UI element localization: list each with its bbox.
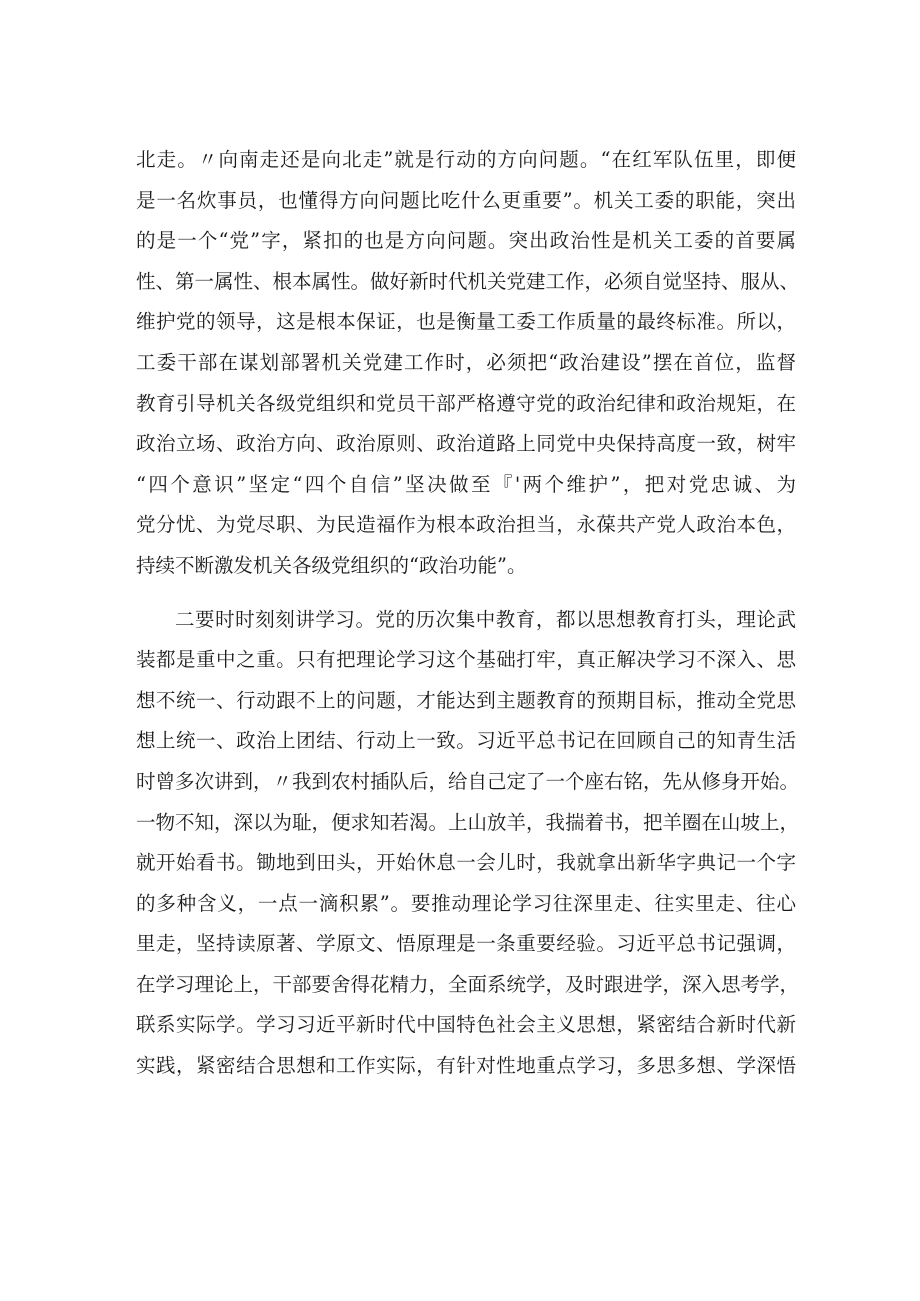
text-line: 的多种含义，一点一滴积累”。要推动理论学习往深里走、往实里走、往心 — [136, 891, 796, 915]
text-line: 党分忧、为党尽职、为民造福作为根本政治担当，永葆共产党人政治本色， — [136, 513, 796, 537]
text-line: 二要时时刻刻讲学习。党的历次集中教育，都以思想教育打头，理论武 — [175, 607, 796, 631]
document-body — [136, 140, 800, 1087]
text-line: 在学习理论上，干部要舍得花精力，全面系统学，及时跟进学，深入思考学， — [136, 972, 800, 996]
text-line: 时曾多次讲到，〃我到农村插队后，给自己定了一个座右铭，先从修身开始。 — [136, 769, 800, 793]
text-line: “四个意识”坚定“四个自信”坚决做至『'两个维护”，把对党忠诚、为 — [136, 472, 796, 496]
text-line: 联系实际学。学习习近平新时代中国特色社会主义思想，紧密结合新时代新 — [136, 1013, 796, 1037]
text-line: 持续不断激发机关各级党组织的“政治功能”。 — [136, 553, 527, 577]
text-line: 工委干部在谋划部署机关党建工作时，必须把“政治建设”摆在首位，监督 — [136, 350, 796, 374]
paragraph-1 — [136, 140, 800, 587]
text-line: 的是一个“党”字，紧扣的也是方向问题。突出政治性是机关工委的首要属 — [136, 229, 796, 253]
text-line: 就开始看书。锄地到田头，开始休息一会儿时，我就拿出新华字典记一个字 — [136, 851, 796, 875]
paragraph-spacer — [136, 587, 796, 600]
text-line: 教育引导机关各级党组织和党员干部严格遵守党的政治纪律和政治规矩，在 — [136, 391, 796, 415]
text-line: 装都是重中之重。只有把理论学习这个基础打牢，真正解决学习不深入、思 — [136, 648, 796, 672]
text-line: 政治立场、政治方向、政治原则、政治道路上同党中央保持高度一致，树牢 — [136, 432, 796, 456]
text-line: 实践，紧密结合思想和工作实际，有针对性地重点学习，多思多想、学深悟 — [136, 1054, 796, 1078]
text-line: 想不统一、行动跟不上的问题，才能达到主题教育的预期目标，推动全党思 — [136, 688, 796, 712]
text-line: 想上统一、政治上团结、行动上一致。习近平总书记在回顾自己的知青生活 — [136, 729, 796, 753]
text-line: 里走，坚持读原著、学原文、悟原理是一条重要经验。习近平总书记强调， — [136, 932, 796, 956]
text-line: 维护党的领导，这是根本保证，也是衡量工委工作质量的最终标准。所以， — [136, 310, 796, 334]
paragraph-2 — [136, 600, 800, 1087]
text-line: 性、第一属性、根本属性。做好新时代机关党建工作，必须自觉坚持、服从、 — [136, 269, 800, 293]
text-line: 北走。〃向南走还是向北走”就是行动的方向问题。“在红军队伍里，即便 — [136, 148, 796, 171]
text-line: 一物不知，深以为耻，便求知若渴。上山放羊，我揣着书，把羊圈在山坡上， — [136, 810, 800, 834]
text-line: 是一名炊事员，也懂得方向问题比吃什么更重要”。机关工委的职能，突出 — [136, 188, 796, 212]
